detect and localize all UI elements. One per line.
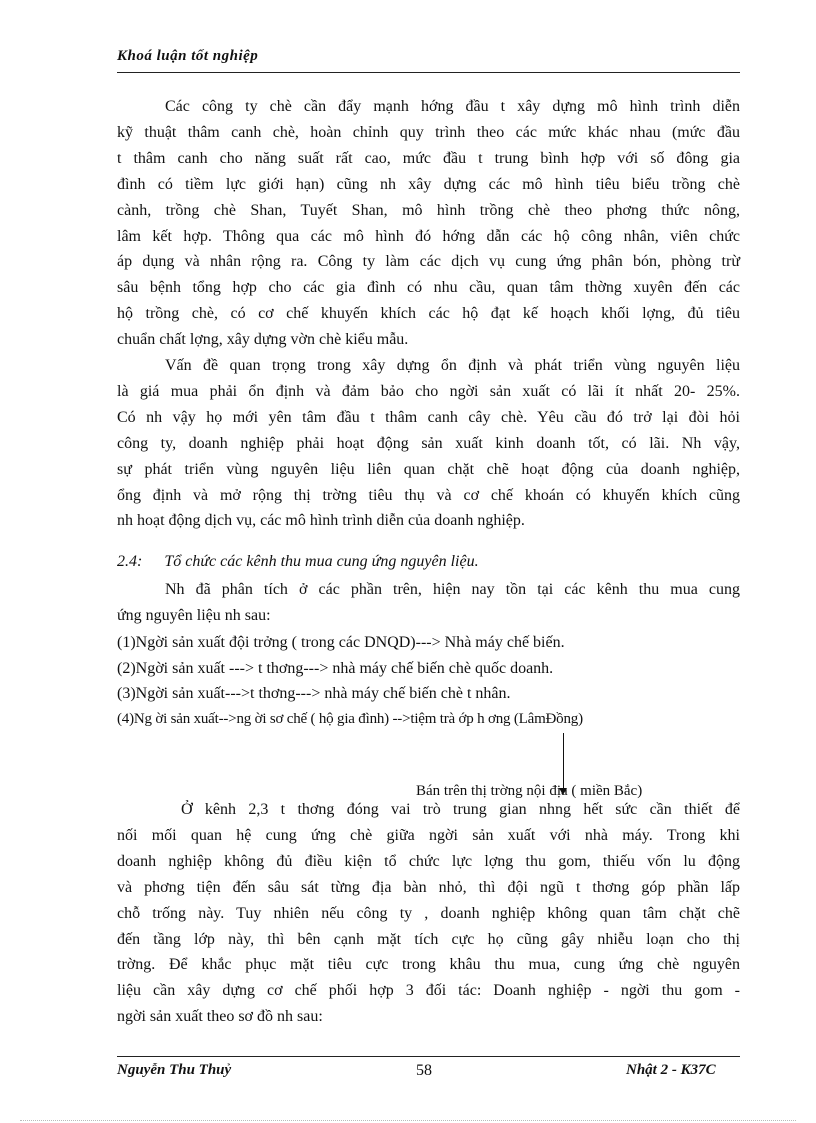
- channel-branch-label: Bán trên thị trờng nội địa ( miền Bắc): [416, 783, 643, 799]
- paragraph-line: doanh nghiệp không đủ điều kiện tổ chức lực lợng thu gom, thiếu vốn lu động: [117, 852, 740, 870]
- paragraph-line: sự phát triển vùng nguyên liệu liên quan chặt chẽ hoạt động của doanh nghiệp,: [117, 460, 740, 478]
- paragraph-line: chuẩn chất lợng, xây dựng vờn chè kiểu mẫu.: [117, 331, 409, 349]
- channel-item: (2)Ngời sản xuất ---> t thơng---> nhà máy chế biến chè quốc doanh.: [117, 659, 554, 677]
- page-number: 58: [416, 1062, 432, 1079]
- footer-author: Nguyễn Thu Thuỷ: [117, 1062, 232, 1078]
- paragraph-line: liệu cần xây dựng cơ chế phối hợp 3 đối tác: Doanh nghiệp - ngời thu gom -: [117, 982, 740, 1000]
- page-edge-divider: [20, 1120, 796, 1121]
- paragraph-line: ổng định và mở rộng thị trờng tiêu thụ và cơ chế khoán có khuyến khích cũng: [117, 486, 740, 504]
- channel-list: [117, 630, 740, 732]
- channel-item: (4)Ng ời sản xuất-->ng ời sơ chế ( hộ gia đình) -->tiệm trà ớp h ơng (LâmĐồng): [117, 710, 583, 727]
- header-divider: [117, 72, 740, 73]
- paragraph-line: ứng nguyên liệu nh sau:: [117, 606, 271, 624]
- section-number: 2.4:: [117, 553, 143, 570]
- paragraph-line: Ở kênh 2,3 t thơng đóng vai trò trung gian nhng hết sức cần thiết để: [181, 801, 740, 818]
- paragraph-line: Có nh vậy họ mới yên tâm đầu t thâm canh cây chè. Yêu cầu đó trở lại đòi hỏi: [117, 408, 740, 426]
- channel-item: (3)Ngời sản xuất--->t thơng---> nhà máy chế biến chè t nhân.: [117, 685, 511, 702]
- paragraph-line: ngời sản xuất theo sơ đồ nh sau:: [117, 1008, 323, 1026]
- paragraph-line: lâm kết hợp. Thông qua các mô hình đó hớng dẫn các hộ công nhân, viên chức: [117, 227, 740, 245]
- paragraph-line: hộ trồng chè, có cơ chế khuyến khích các hộ đạt kế hoạch khối lợng, đủ tiêu: [117, 305, 740, 323]
- section-heading: [117, 553, 479, 571]
- paragraph-line: kỹ thuật thâm canh chè, hoàn chỉnh quy trình theo các mức khác nhau (mức đầu: [117, 123, 740, 141]
- channel-item: (1)Ngời sản xuất đội trởng ( trong các DNQD)---> Nhà máy chế biến.: [117, 634, 565, 651]
- paragraph-1: [117, 94, 740, 353]
- paragraph-2: [117, 353, 740, 534]
- footer-divider: [117, 1056, 740, 1057]
- paragraph-line: trờng. Để khắc phục mặt tiêu cực trong khâu thu mua, cung ứng chè nguyên: [117, 956, 740, 974]
- paragraph-line: t thâm canh cho năng suất rất cao, mức đầu t trung bình hợp với số đông gia: [117, 149, 740, 167]
- paragraph-line: chỗ trống này. Tuy nhiên nếu công ty , doanh nghiệp không quan tâm chặt chẽ: [117, 904, 740, 922]
- paragraph-line: đến tầng lớp này, thì bên cạnh mặt tích cực họ cũng gây nhiễu loạn cho thị: [117, 930, 740, 948]
- paragraph-line: đình có tiềm lực giới hạn) cũng nh xây dựng các mô hình tiêu biểu trồng chè: [117, 175, 740, 193]
- paragraph-line: Các công ty chè cần đẩy mạnh hớng đầu t xây dựng mô hình trình diễn: [165, 98, 740, 115]
- paragraph-3: [117, 577, 740, 629]
- paragraph-line: công ty, doanh nghiệp phải hoạt động sản xuất kinh doanh tốt, có lãi. Nh vậy,: [117, 434, 740, 452]
- paragraph-4: [117, 797, 740, 1030]
- channel-branch-arrow-line: [563, 733, 564, 790]
- paragraph-line: Nh đã phân tích ở các phần trên, hiện nay tồn tại các kênh thu mua cung: [165, 581, 740, 598]
- paragraph-line: và phơng tiện đến sâu sát từng địa bàn nhỏ, thì đội ngũ t thơng góp phần lấp: [117, 878, 740, 896]
- paragraph-line: nh hoạt động dịch vụ, các mô hình trình diễn của doanh nghiệp.: [117, 512, 525, 530]
- footer-class: Nhật 2 - K37C: [626, 1062, 716, 1078]
- paragraph-line: áp dụng và nhân rộng ra. Công ty làm các dịch vụ cung ứng phân bón, phòng trừ: [117, 253, 740, 271]
- paragraph-line: cành, trồng chè Shan, Tuyết Shan, mô hình trồng chè theo phơng thức nông,: [117, 201, 740, 219]
- paragraph-line: Vấn đề quan trọng trong xây dựng ổn định và phát triển vùng nguyên liệu: [165, 357, 740, 374]
- header-title: Khoá luận tốt nghiệp: [117, 48, 259, 64]
- section-title: Tổ chức các kênh thu mua cung ứng nguyên liệu.: [164, 553, 479, 570]
- paragraph-line: là giá mua phải ổn định và đảm bảo cho ngời sản xuất có lãi ít nhất 20- 25%.: [117, 382, 740, 400]
- paragraph-line: sâu bệnh tổng hợp cho các gia đình có nhu cầu, quan tâm thờng xuyên đến các: [117, 279, 740, 297]
- paragraph-line: nối mối quan hệ cung ứng chè giữa ngời sản xuất với nhà máy. Trong khi: [117, 826, 740, 844]
